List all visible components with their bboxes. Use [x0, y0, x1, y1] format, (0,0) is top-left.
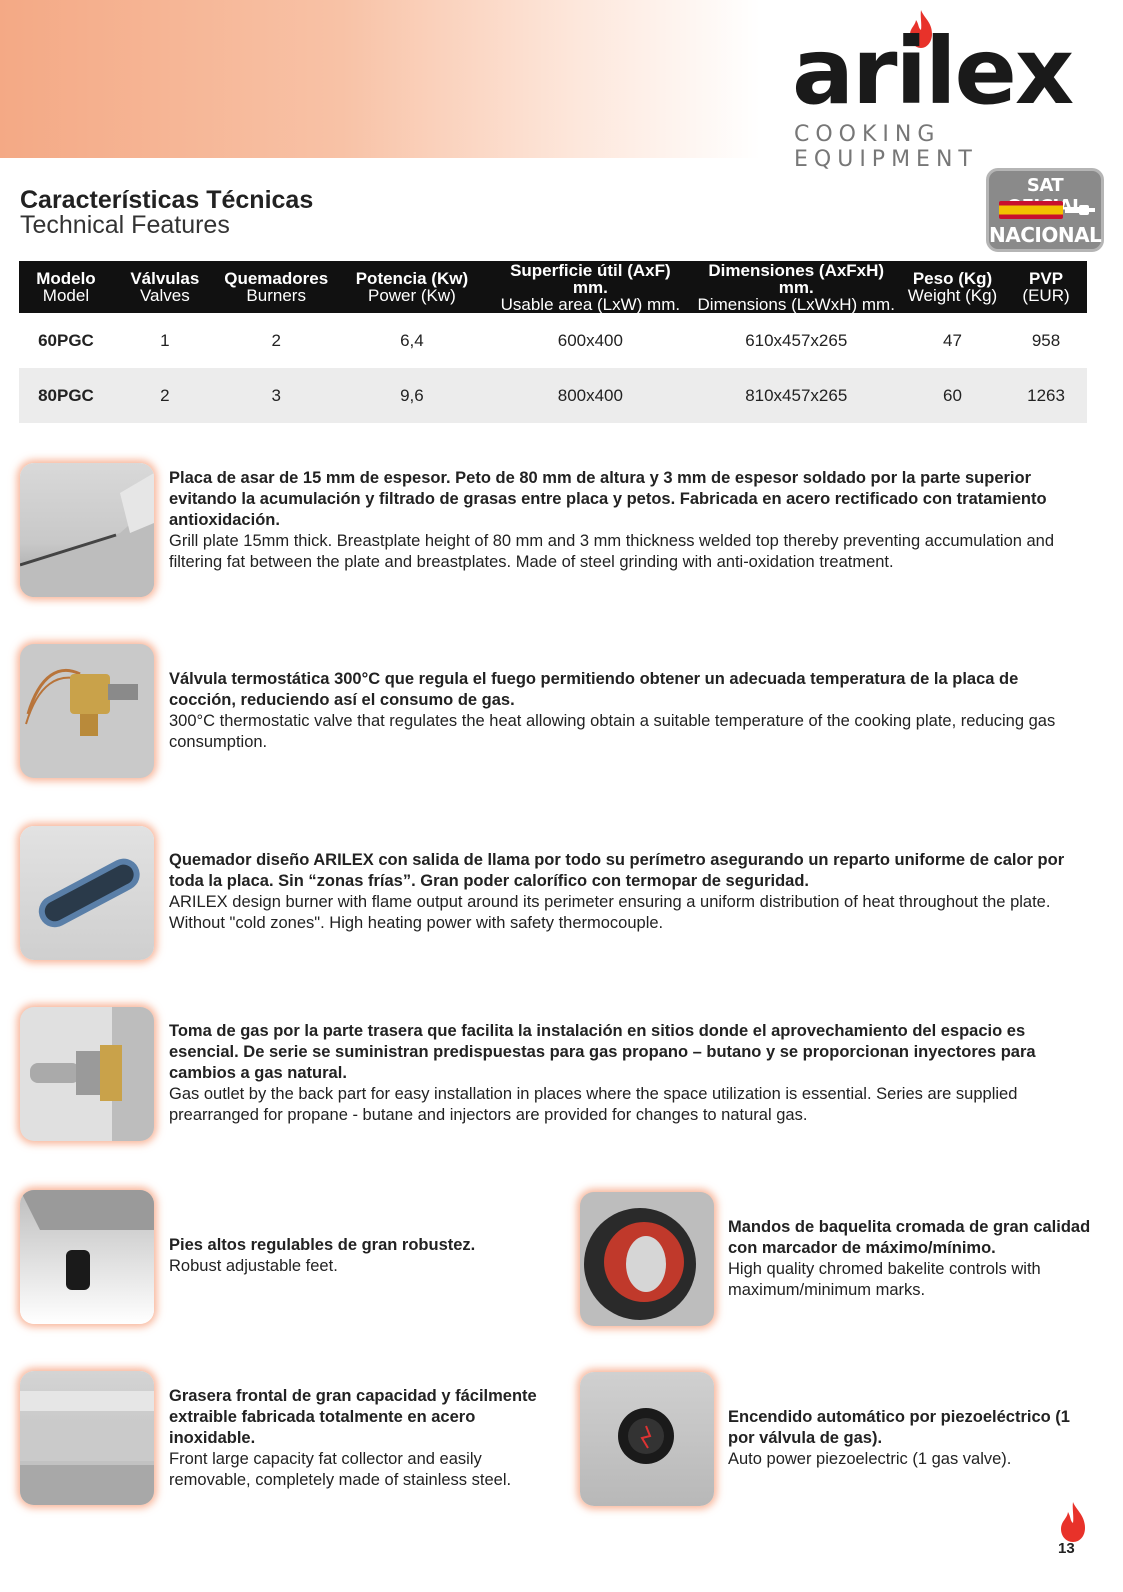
gas-inlet-photo — [20, 1007, 154, 1141]
cell-price: 958 — [1031, 330, 1061, 350]
cell-usable-area: 600x400 — [557, 330, 623, 350]
feature-text-es: Válvula termostática 300°C que regula el fuego permitiendo obtener un adecuada temperatura de la placa de cocción, reduciendo así el consumo de gas. — [169, 670, 1019, 709]
feature-gas-inlet — [169, 1021, 1069, 1126]
flame-icon — [1058, 1500, 1088, 1544]
adjustable-feet-photo — [20, 1190, 154, 1324]
col-header: Válvulas Valves — [113, 261, 217, 313]
feature-piezo-ignition — [728, 1407, 1098, 1470]
logo-tagline: COOKING EQUIPMENT — [794, 122, 978, 172]
piezo-ignition-photo — [580, 1372, 714, 1506]
sat-oficial-badge — [986, 168, 1104, 252]
col-header: Potencia (Kw) Power (Kw) — [336, 261, 489, 313]
feature-text-es: Encendido automático por piezoeléctrico (1 por válvula de gas). — [728, 1408, 1070, 1447]
cell-valves: 2 — [113, 368, 217, 423]
cell-weight: 47 — [943, 330, 962, 350]
burner-photo — [20, 826, 154, 960]
screwdriver-icon — [1065, 201, 1095, 219]
cell-usable-area: 800x400 — [488, 368, 692, 423]
cell-model: 80PGC — [19, 368, 113, 423]
feature-text-es: Placa de asar de 15 mm de espesor. Peto de 80 mm de altura y 3 mm de espesor soldado por la parte superior evitando la acumulación y filtrado de grasas entre placa y petos. Fabricada en acero rectificado con tratamiento antioxidación. — [169, 469, 1047, 529]
feature-text-en: ARILEX design burner with flame output around its perimeter ensuring a uniform distribution of heat throughout the plate. Without "cold zones". High heating power with safety thermocouple. — [169, 893, 1051, 932]
feature-thermostatic-valve — [169, 669, 1069, 753]
cell-dimensions: 810x457x265 — [693, 368, 900, 423]
section-title-en: Technical Features — [20, 211, 230, 239]
cell-power: 6,4 — [400, 330, 424, 350]
feature-fat-collector — [169, 1386, 549, 1491]
badge-top-text: SAT — [1026, 175, 1064, 196]
badge-bottom-text: NACIONAL — [989, 223, 1102, 247]
fat-collector-photo — [20, 1371, 154, 1505]
table-header-row — [19, 261, 1087, 313]
cell-valves: 1 — [160, 330, 170, 350]
table-row — [19, 313, 1087, 368]
header-gradient-band — [0, 0, 760, 158]
feature-text-es: Toma de gas por la parte trasera que facilita la instalación en sitios donde el aprovechamiento del espacio es esencial. De serie se suministran predispuestas para gas propano – butano y se proporcionan inyectores para cambios a gas natural. — [169, 1022, 1036, 1082]
cell-dimensions: 610x457x265 — [745, 330, 848, 350]
logo-wordmark: arilex — [792, 18, 1073, 125]
page-number: 13 — [1058, 1540, 1075, 1557]
col-header: Dimensiones (AxFxH) mm. Dimensions (LxWxH) mm. — [693, 261, 900, 313]
brand-logo — [792, 8, 1104, 172]
thermostatic-valve-photo — [20, 644, 154, 778]
col-header: Peso (Kg) Weight (Kg) — [900, 261, 1005, 313]
section-title-es: Características Técnicas — [20, 186, 314, 214]
feature-text-es: Grasera frontal de gran capacidad y fácilmente extraible fabricada totalmente en acero inoxidable. — [169, 1387, 537, 1447]
specs-table — [19, 261, 1087, 423]
feature-controls — [728, 1217, 1098, 1301]
feature-burner — [169, 850, 1069, 934]
feature-text-es: Mandos de baquelita cromada de gran calidad con marcador de máximo/mínimo. — [728, 1218, 1091, 1257]
cell-model: 60PGC — [38, 330, 94, 350]
col-header: PVP (EUR) — [1005, 261, 1087, 313]
table-row — [19, 368, 1087, 423]
feature-text-en: Grill plate 15mm thick. Breastplate height of 80 mm and 3 mm thickness welded top thereby preventing accumulation and filtering fat between the plate and breastplates. Made of steel grinding with anti-oxidation treatment. — [169, 532, 1055, 571]
feature-text-es: Pies altos regulables de gran robustez. — [169, 1236, 476, 1254]
feature-text-en: Front large capacity fat collector and easily removable, completely made of stainless steel. — [169, 1450, 512, 1489]
control-knob-photo — [580, 1192, 714, 1326]
cell-burners: 2 — [271, 330, 281, 350]
grill-plate-photo — [20, 463, 154, 597]
feature-adjustable-feet — [169, 1235, 549, 1277]
cell-weight: 60 — [900, 368, 1005, 423]
col-header: Superficie útil (AxF) mm. Usable area (LxW) mm. — [488, 261, 692, 313]
col-header: Quemadores Burners — [217, 261, 336, 313]
cell-burners: 3 — [217, 368, 336, 423]
col-header: Modelo Model — [19, 261, 113, 313]
cell-power: 9,6 — [336, 368, 489, 423]
cell-price: 1263 — [1005, 368, 1087, 423]
feature-grill-plate — [169, 468, 1069, 573]
feature-text-es: Quemador diseño ARILEX con salida de llama por todo su perímetro asegurando un reparto uniforme de calor por toda la placa. Sin “zonas frías”. Gran poder calorífico con termopar de seguridad. — [169, 851, 1065, 890]
feature-text-en: 300°C thermostatic valve that regulates the heat allowing obtain a suitable temperature of the cooking plate, reducing gas consumption. — [169, 712, 1056, 751]
feature-text-en: Auto power piezoelectric (1 gas valve). — [728, 1450, 1012, 1468]
feature-text-en: Robust adjustable feet. — [169, 1257, 338, 1275]
feature-text-en: Gas outlet by the back part for easy installation in places where the space utilization is essential. Series are supplied prearranged for propane - butane and injectors are provided for changes to natural gas. — [169, 1085, 1018, 1124]
spain-flag-icon — [999, 201, 1063, 219]
feature-text-en: High quality chromed bakelite controls with maximum/minimum marks. — [728, 1260, 1041, 1299]
